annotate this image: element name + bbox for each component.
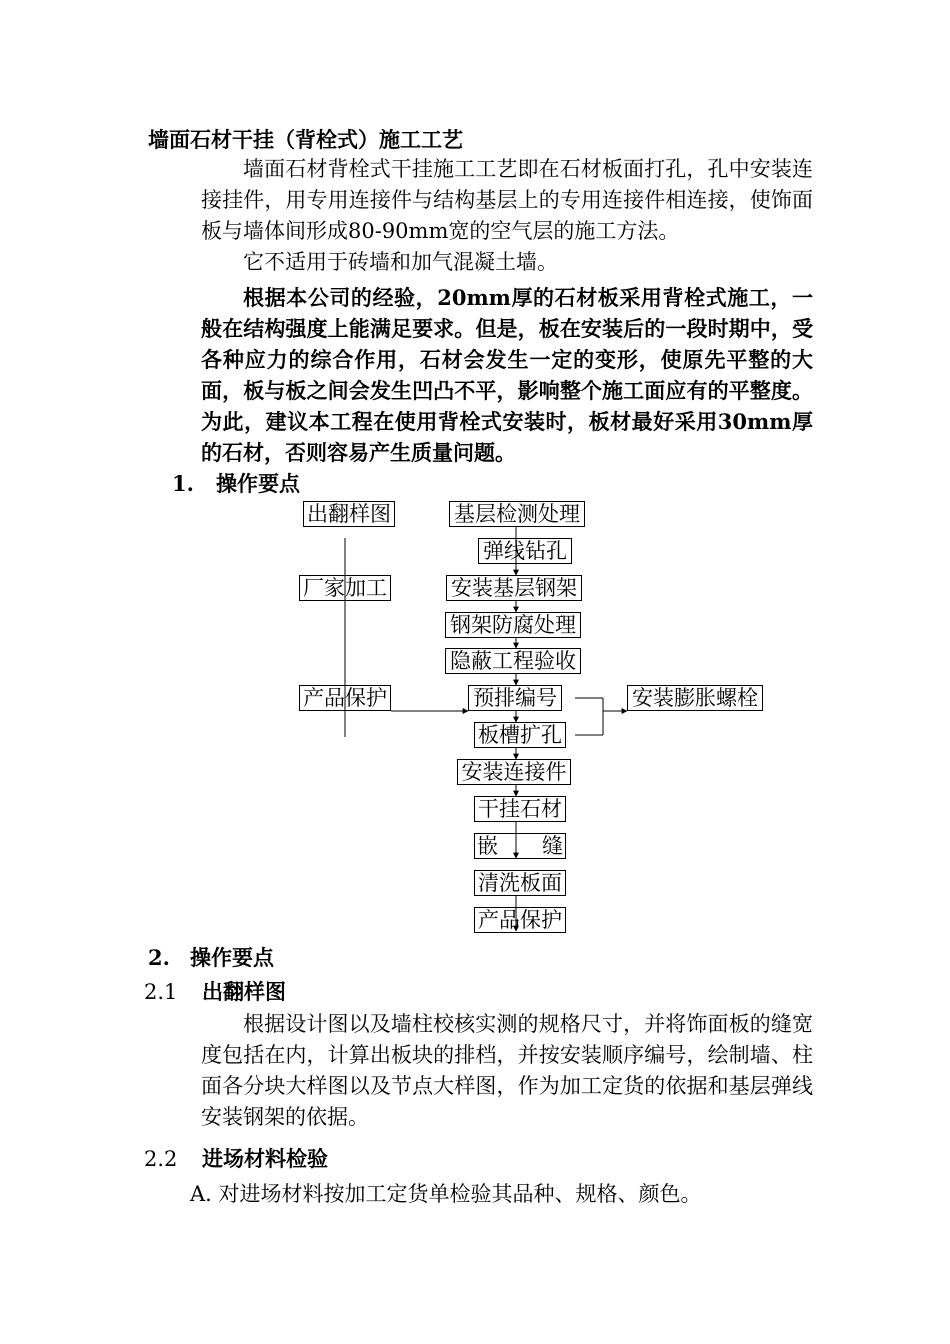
flow-box-main-3: 安装基层钢架 (446, 575, 582, 601)
intro-paragraph-1: 墙面石材背栓式干挂施工工艺即在石材板面打孔，孔中安装连接挂件，用专用连接件与结构基层上的专用连接件相连接，使饰面板与墙体间形成80-90mm宽的空气层的施工方法。 (201, 157, 813, 243)
flow-box-left-3: 产品保护 (299, 685, 391, 711)
flow-box-main-6: 预排编号 (468, 685, 562, 711)
seam-char-1: 嵌 (477, 834, 498, 858)
section-title: 出翻样图 (202, 979, 286, 1004)
section-2-1-paragraph: 根据设计图以及墙柱校核实测的规格尺寸，并将饰面板的缝宽度包括在内，计算出板块的排档，并按安装顺序编号，绘制墙、柱面各分块大样图以及节点大样图，作为加工定货的依据和基层弹线安装钢架的依据。 (201, 1012, 813, 1129)
flow-box-main-9: 干挂石材 (474, 796, 566, 822)
section-title: 进场材料检验 (202, 1146, 328, 1171)
section-title: 操作要点 (216, 471, 300, 496)
document-title: 墙面石材干挂（背栓式）施工工艺 (148, 127, 463, 152)
seam-char-2: 缝 (542, 834, 563, 858)
section-number: 1. (172, 471, 194, 496)
flow-box-main-8: 安装连接件 (457, 759, 571, 785)
flow-box-side: 安装膨胀螺栓 (627, 685, 763, 711)
flow-box-main-5: 隐蔽工程验收 (445, 648, 581, 674)
section-2-2-heading (144, 1143, 328, 1173)
flow-box-main-11: 产品保护 (474, 907, 566, 933)
intro-paragraph-3: 根据本公司的经验，20mm厚的石材板采用背栓式施工，一般在结构强度上能满足要求。但是，板在安装后的一段时期中，受各种应力的综合作用，石材会发生一定的变形，使原先平整的大面，板与板之间会发生凹凸不平，影响整个施工面应有的平整度。为此，建议本工程在使用背栓式安装时，板材最好采用30mm厚的石材，否则容易产生质量问题。 (201, 285, 813, 465)
flow-box-main-10: 清洗板面 (474, 870, 566, 896)
intro-paragraph-2: 它不适用于砖墙和加气混凝土墙。 (243, 250, 558, 274)
section-2-1-heading (144, 976, 286, 1006)
flow-box-main-7: 板槽扩孔 (474, 722, 566, 748)
section-number: 2. (148, 945, 170, 970)
flow-box-left-2: 厂家加工 (299, 575, 391, 601)
section-2-2-item-a: A. 对进场材料按加工定货单检验其品种、规格、颜色。 (190, 1182, 702, 1206)
flow-box-left-1: 出翻样图 (303, 501, 395, 527)
section-2-heading (148, 942, 274, 972)
section-title: 操作要点 (190, 945, 274, 970)
section-number: 2.1 (144, 980, 178, 1004)
flow-box-main-1: 基层检测处理 (449, 501, 585, 527)
section-number: 2.2 (144, 1147, 178, 1171)
flow-box-main-4: 钢架防腐处理 (445, 612, 581, 638)
flow-box-main-2: 弹线钻孔 (478, 538, 572, 564)
